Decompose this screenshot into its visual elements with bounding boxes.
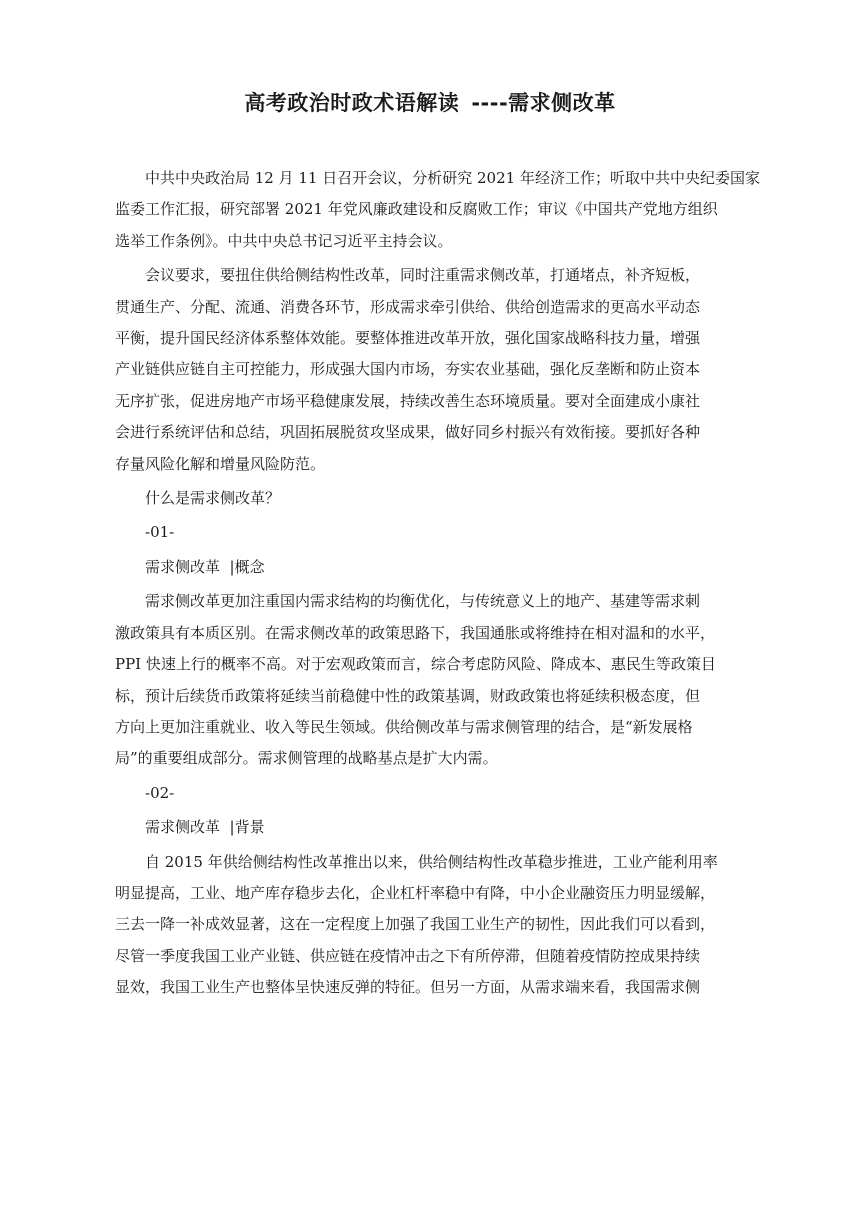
section-heading-concept — [115, 552, 765, 583]
text-line: 监委工作汇报，研究部署 2021 年党风廉政建设和反腐败工作；审议《中国共产党地方组织 — [115, 200, 718, 219]
text-line: -01- — [145, 523, 175, 542]
text-line: 标，预计后续货币政策将延续当前稳健中性的政策基调，财政政策也将延续积极态度，但 — [115, 686, 701, 705]
text-line: 选举工作条例》。中共中央总书记习近平主持会议。 — [115, 231, 453, 250]
text-line: 产业链供应链自主可控能力，形成强大国内市场，夯实农业基础，强化反垄断和防止资本 — [115, 360, 701, 379]
text-line: 尽管一季度我国工业产业链、供应链在疫情冲击之下有所停滞，但随着疫情防控成果持续 — [115, 946, 701, 965]
document-title — [0, 88, 860, 118]
text-line: 需求侧改革 |背景 — [145, 818, 265, 837]
text-line: 需求侧改革更加注重国内需求结构的均衡优化，与传统意义上的地产、基建等需求刺 — [145, 592, 701, 611]
text-line: 显效，我国工业生产也整体呈快速反弹的特征。但另一方面，从需求端来看，我国需求侧 — [115, 978, 701, 997]
text-line: -02- — [145, 783, 175, 802]
text-line: 明显提高，工业、地产库存稳步去化，企业杠杆率稳中有降，中小企业融资压力明显缓解， — [115, 883, 716, 902]
text-line: 会进行系统评估和总结，巩固拓展脱贫攻坚成果，做好同乡村振兴有效衔接。要抓好各种 — [115, 423, 701, 442]
text-line: 三去一降一补成效显著，这在一定程度上加强了我国工业生产的韧性，因此我们可以看到， — [115, 915, 716, 934]
paragraph-requirements — [115, 260, 765, 480]
text-line: 需求侧改革 |概念 — [145, 557, 265, 576]
title-main: 高考政治时政术语解读 — [244, 91, 460, 115]
text-line: 什么是需求侧改革？ — [145, 489, 281, 508]
paragraph-concept — [115, 586, 765, 774]
document-body — [115, 163, 765, 1007]
text-line: 方向上更加注重就业、收入等民生领域。供给侧改革与需求侧管理的结合，是“新发展格 — [115, 717, 693, 736]
section-number-02 — [115, 778, 765, 809]
text-line: 存量风险化解和增量风险防范。 — [115, 454, 326, 473]
text-line: 会议要求，要扭住供给侧结构性改革，同时注重需求侧改革，打通堵点，补齐短板， — [145, 266, 701, 285]
text-line: 平衡，提升国民经济体系整体效能。要整体推进改革开放，强化国家战略科技力量，增强 — [115, 329, 701, 348]
paragraph-background — [115, 847, 765, 1004]
text-line: 贯通生产、分配、流通、消费各环节，形成需求牵引供给、供给创造需求的更高水平动态 — [115, 297, 701, 316]
text-line: 自 2015 年供给侧结构性改革推出以来，供给侧结构性改革稳步推进，工业产能利用率 — [145, 852, 718, 871]
title-suffix: ----需求侧改革 — [471, 91, 616, 115]
paragraph-meeting — [115, 163, 765, 257]
section-number-01 — [115, 517, 765, 548]
text-line: 无序扩张，促进房地产市场平稳健康发展，持续改善生态环境质量。要对全面建成小康社 — [115, 391, 701, 410]
text-line: 局”的重要组成部分。需求侧管理的战略基点是扩大内需。 — [115, 749, 498, 768]
text-line: PPI 快速上行的概率不高。对于宏观政策而言，综合考虑防风险、降成本、惠民生等政策目 — [115, 655, 716, 674]
section-heading-background — [115, 812, 765, 843]
text-line: 激政策具有本质区别。在需求侧改革的政策思路下，我国通胀或将维持在相对温和的水平， — [115, 623, 716, 642]
text-line: 中共中央政治局 12 月 11 日召开会议，分析研究 2021 年经济工作；听取中共中央纪委国家 — [145, 169, 760, 187]
paragraph-question — [115, 483, 765, 514]
